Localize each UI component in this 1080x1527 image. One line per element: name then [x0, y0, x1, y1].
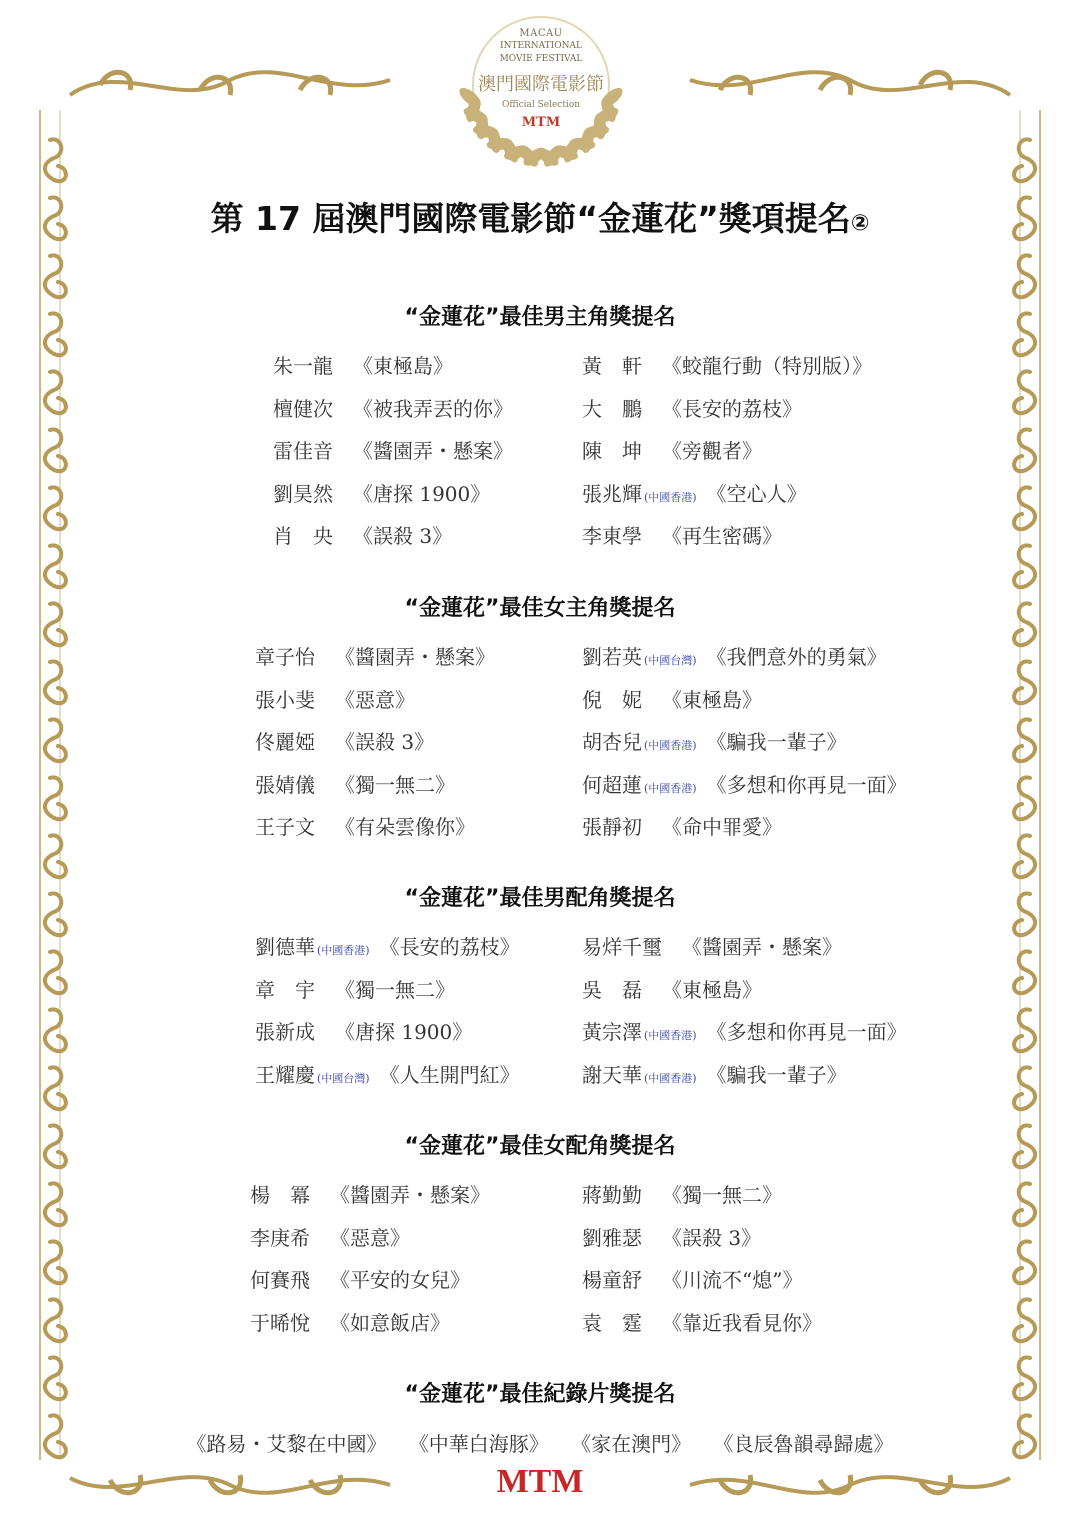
nominee-film: 《長安的荔枝》	[379, 935, 520, 959]
nominee-name: 陳 坤	[582, 439, 642, 463]
swirl-ornament	[1014, 777, 1035, 819]
nominee-region: (中國香港)	[644, 739, 697, 752]
nominee-film: 《誤殺 3》	[335, 730, 435, 754]
nominee-region: (中國台灣)	[644, 654, 697, 667]
nominee-entry	[255, 811, 475, 840]
nominee-name: 張兆輝	[582, 481, 642, 506]
nominee-name: 大 鵬	[582, 396, 642, 421]
swirl-ornament	[45, 371, 66, 413]
swirl-ornament	[45, 487, 66, 529]
nominee-name: 朱一龍	[273, 354, 333, 378]
nominee-name: 楊 冪	[250, 1183, 310, 1207]
page-title-text: 第 17 屆澳門國際電影節“金蓮花”獎項提名	[210, 199, 851, 238]
swirl-ornament	[45, 1183, 66, 1225]
nominee-entry	[582, 1059, 847, 1088]
nominee-name: 章 宇	[255, 977, 315, 1002]
nominee-name: 肖 央	[273, 524, 333, 548]
nominee-name: 佟麗婭	[255, 730, 315, 754]
nominee-entry	[273, 478, 490, 507]
nominee-region: (中國香港)	[644, 490, 697, 504]
nominee-film: 《唐探 1900》	[335, 1020, 473, 1044]
documentary-film: 《家在澳門》	[571, 1432, 692, 1456]
section-title: “金蓮花”最佳男主角獎提名	[404, 305, 676, 330]
nominee-name: 張靜初	[582, 815, 642, 839]
nominee-entry	[255, 769, 455, 798]
swirl-ornament	[1014, 487, 1035, 529]
nominee-name: 李東學	[582, 524, 642, 548]
swirl-ornament	[45, 777, 66, 819]
nominee-film: 《平安的女兒》	[330, 1268, 470, 1292]
seal-line-movie-festival: MOVIE FESTIVAL	[499, 54, 583, 64]
nominee-film: 《東極島》	[662, 977, 762, 1002]
swirl-ornament	[1014, 545, 1035, 587]
page-title	[0, 193, 1080, 240]
nominee-entry	[582, 1264, 802, 1293]
nominee-film: 《靠近我看見你》	[662, 1310, 822, 1335]
nominee-film: 《川流不“熄”》	[662, 1268, 803, 1292]
nominee-name: 劉若英	[582, 645, 642, 669]
nominee-film: 《獨一無二》	[335, 772, 455, 797]
nominee-film: 《多想和你再見一面》	[706, 1020, 907, 1044]
nominee-film: 《如意飯店》	[330, 1310, 450, 1335]
nominee-region: (中國香港)	[644, 1071, 697, 1085]
swirl-ornament	[1014, 835, 1035, 877]
nominee-name: 蔣勤勤	[582, 1183, 642, 1207]
festival-seal	[430, 8, 652, 166]
seal-line-macau: MACAU	[519, 28, 563, 39]
nominee-entry	[250, 1222, 410, 1251]
swirl-ornament	[45, 1299, 66, 1341]
swirl-ornament	[1014, 429, 1035, 471]
nominee-entry	[582, 1222, 761, 1251]
nominee-film: 《唐探 1900》	[353, 481, 491, 506]
swirl-ornament	[1014, 371, 1035, 413]
nominee-name: 劉德華	[255, 935, 315, 959]
nominee-film: 《醬園弄・懸案》	[330, 1183, 490, 1207]
nominee-entry	[250, 1179, 490, 1208]
swirl-ornament	[1014, 1067, 1035, 1109]
swirl-ornament	[45, 719, 66, 761]
nominee-name: 于晞悅	[250, 1310, 310, 1335]
nominee-entry	[582, 769, 907, 798]
top-right-flourish	[690, 72, 1010, 95]
documentary-film: 《良辰魯韻尋歸處》	[713, 1432, 894, 1456]
swirl-ornament	[1014, 661, 1035, 703]
nominee-name: 張小斐	[255, 687, 315, 712]
nominee-film: 《東極島》	[353, 354, 453, 378]
documentary-film: 《路易・艾黎在中國》	[186, 1432, 387, 1456]
documentary-list	[0, 1428, 1080, 1457]
nominee-name: 檀健次	[273, 396, 333, 421]
nominee-entry	[582, 641, 887, 670]
swirl-ornament	[45, 429, 66, 471]
nominee-film: 《再生密碼》	[662, 524, 782, 548]
nominee-name: 張婧儀	[255, 772, 315, 797]
nominee-entry	[582, 726, 847, 755]
nominee-film: 《我們意外的勇氣》	[706, 645, 887, 669]
swirl-ornament	[1014, 719, 1035, 761]
nominee-region: (中國香港)	[644, 781, 697, 795]
nominee-name: 易烊千璽	[582, 935, 662, 959]
nominee-film: 《被我弄丟的你》	[353, 396, 513, 421]
swirl-ornament	[1014, 139, 1035, 181]
seal-chinese-name: 澳門國際電影節	[478, 74, 604, 95]
nominee-film: 《醬園弄・懸案》	[335, 645, 495, 669]
nominee-film: 《長安的荔枝》	[662, 396, 802, 421]
nominee-film: 《空心人》	[706, 481, 807, 506]
nominee-name: 章子怡	[255, 645, 315, 669]
nominee-entry	[273, 435, 513, 464]
nominee-entry	[582, 1179, 782, 1208]
nominee-film: 《旁觀者》	[662, 439, 762, 463]
nominee-entry	[582, 931, 842, 960]
page-title-mark: ②	[850, 211, 870, 236]
nominee-name: 李庚希	[250, 1225, 310, 1250]
nominee-name: 倪 妮	[582, 687, 642, 712]
nominee-film: 《命中罪愛》	[662, 815, 782, 839]
nominee-name: 劉昊然	[273, 481, 333, 506]
nominee-name: 吳 磊	[582, 977, 642, 1002]
nominee-film: 《惡意》	[330, 1225, 410, 1250]
section-title: “金蓮花”最佳女主角獎提名	[404, 596, 676, 621]
swirl-ornament	[1014, 255, 1035, 297]
nominee-name: 謝天華	[582, 1062, 642, 1087]
top-left-flourish	[70, 72, 390, 95]
nominee-film: 《獨一無二》	[335, 977, 455, 1002]
section-title-documentary: “金蓮花”最佳紀錄片獎提名	[404, 1382, 676, 1407]
nominee-film: 《醬園弄・懸案》	[682, 935, 842, 959]
nominee-film: 《多想和你再見一面》	[706, 772, 907, 797]
nominee-name: 胡杏兒	[582, 730, 642, 754]
seal-line-international: INTERNATIONAL	[500, 41, 582, 51]
nominee-name: 王子文	[255, 815, 315, 839]
swirl-ornament	[1014, 1009, 1035, 1051]
nominee-entry	[582, 478, 807, 507]
nominee-entry	[255, 1059, 520, 1088]
nominee-name: 雷佳音	[273, 439, 333, 463]
swirl-ornament	[45, 255, 66, 297]
swirl-ornament	[45, 951, 66, 993]
nominee-entry	[255, 641, 495, 670]
seal-mtm: MTM	[521, 115, 561, 130]
nominee-name: 黃 軒	[582, 354, 642, 378]
nominee-entry	[255, 726, 434, 755]
swirl-ornament	[45, 545, 66, 587]
nominee-entry	[582, 1307, 822, 1336]
swirl-ornament	[45, 835, 66, 877]
nominee-entry	[255, 684, 415, 713]
swirl-ornament	[1014, 1299, 1035, 1341]
swirl-ornament	[1014, 951, 1035, 993]
nominee-entry	[255, 931, 520, 960]
nominee-name: 王耀慶	[255, 1062, 315, 1087]
nominee-entry	[255, 974, 455, 1003]
nominee-entry	[250, 1264, 470, 1293]
nominee-entry	[582, 435, 762, 464]
nominee-entry	[582, 393, 802, 422]
nominee-entry	[582, 811, 782, 840]
nominee-region: (中國台灣)	[317, 1071, 370, 1085]
seal-official-selection: Official Selection	[501, 100, 581, 110]
nominee-entry	[273, 520, 452, 549]
nominee-name: 張新成	[255, 1020, 315, 1044]
swirl-ornament	[1014, 1241, 1035, 1283]
nominee-region: (中國香港)	[317, 944, 370, 957]
swirl-ornament	[1014, 1183, 1035, 1225]
nominee-film: 《惡意》	[335, 687, 415, 712]
nominee-entry	[582, 974, 762, 1003]
nominee-name: 何賽飛	[250, 1268, 310, 1292]
swirl-ornament	[45, 1009, 66, 1051]
nominee-film: 《騙我一輩子》	[706, 1062, 847, 1087]
nominee-entry	[582, 1016, 907, 1045]
nominee-entry	[273, 350, 453, 379]
swirl-ornament	[45, 661, 66, 703]
nominee-film: 《蛟龍行動（特別版）》	[662, 354, 872, 378]
nominee-name: 何超蓮	[582, 772, 642, 797]
nominee-entry	[255, 1016, 472, 1045]
nominee-name: 袁 霆	[582, 1310, 642, 1335]
nominee-name: 楊童舒	[582, 1268, 642, 1292]
nominee-film: 《有朵雲像你》	[335, 815, 475, 839]
documentary-film: 《中華白海豚》	[408, 1432, 549, 1456]
swirl-ornament	[45, 1241, 66, 1283]
nominee-entry	[582, 684, 762, 713]
nominee-film: 《誤殺 3》	[662, 1225, 762, 1250]
nominee-film: 《誤殺 3》	[353, 524, 453, 548]
swirl-ornament	[45, 1067, 66, 1109]
section-title: “金蓮花”最佳男配角獎提名	[404, 886, 676, 911]
footer-mtm-logo: MTM	[496, 1463, 584, 1500]
nominee-entry	[250, 1307, 450, 1336]
nominee-film: 《騙我一輩子》	[706, 730, 847, 754]
nominee-film: 《東極島》	[662, 687, 762, 712]
nominee-entry	[273, 393, 513, 422]
nominee-name: 黃宗澤	[582, 1020, 642, 1044]
nominee-name: 劉雅瑟	[582, 1225, 642, 1250]
nominee-entry	[582, 350, 872, 379]
nominee-film: 《獨一無二》	[662, 1183, 782, 1207]
nominee-film: 《醬園弄・懸案》	[353, 439, 513, 463]
nominee-entry	[582, 520, 782, 549]
nominee-film: 《人生開門紅》	[379, 1062, 520, 1087]
swirl-ornament	[45, 139, 66, 181]
section-title: “金蓮花”最佳女配角獎提名	[404, 1134, 676, 1159]
nominee-region: (中國香港)	[644, 1029, 697, 1042]
